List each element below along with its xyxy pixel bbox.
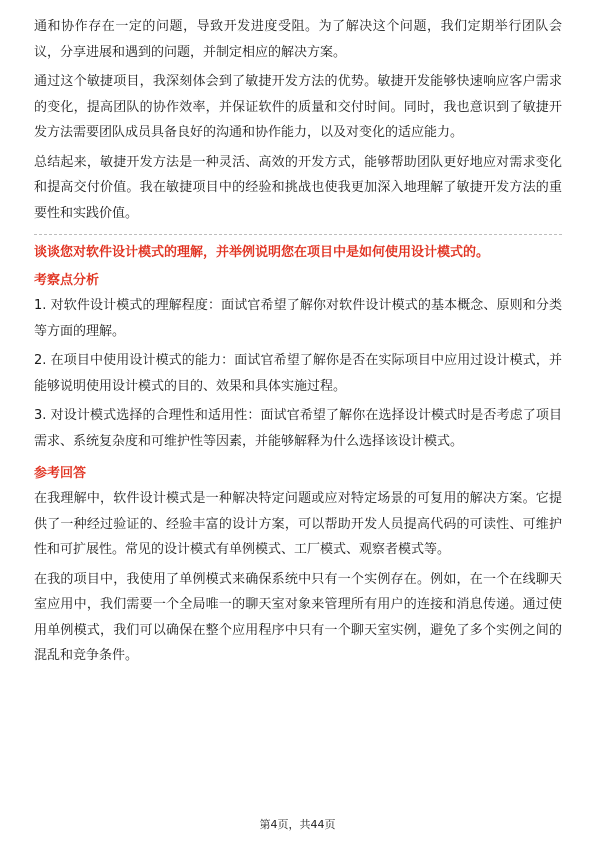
section-divider xyxy=(34,234,562,235)
intro-paragraph-2: 通过这个敏捷项目，我深刻体会到了敏捷开发方法的优势。敏捷开发能够快速响应客户需求的变化，提高团队的协作效率，并保证软件的质量和交付时间。同时，我也意识到了敏捷开发方法需要团队成员具备良好的沟通和协作能力，以及对变化的适应能力。 xyxy=(34,74,562,140)
analysis-item-2: 2. 在项目中使用设计模式的能力：面试官希望了解你是否在实际项目中应用过设计模式，并能够说明使用设计模式的目的、效果和具体实施过程。 xyxy=(34,353,562,394)
question-heading: 谈谈您对软件设计模式的理解，并举例说明您在项目中是如何使用设计模式的。 xyxy=(34,245,490,260)
answer-paragraph-2: 在我的项目中，我使用了单例模式来确保系统中只有一个实例存在。例如，在一个在线聊天室应用中，我们需要一个全局唯一的聊天室对象来管理所有用户的连接和消息传递。通过使用单例模式，我们可以确保在整个应用程序中只有一个聊天室实例，避免了多个实例之间的混乱和竞争条件。 xyxy=(34,571,562,663)
answer-title: 参考回答 xyxy=(34,466,87,481)
analysis-item-1: 1. 对软件设计模式的理解程度：面试官希望了解你对软件设计模式的基本概念、原则和分类等方面的理解。 xyxy=(34,298,562,339)
analysis-item-3: 3. 对设计模式选择的合理性和适用性：面试官希望了解你在选择设计模式时是否考虑了项目需求、系统复杂度和可维护性等因素，并能够解释为什么选择该设计模式。 xyxy=(34,408,562,449)
answer-paragraph-1: 在我理解中，软件设计模式是一种解决特定问题或应对特定场景的可复用的解决方案。它提供了一种经过验证的、经验丰富的设计方案，可以帮助开发人员提高代码的可读性、可维护性和可扩展性。常见的设计模式有单例模式、工厂模式、观察者模式等。 xyxy=(34,491,562,557)
intro-paragraph-1: 通和协作存在一定的问题，导致开发进度受阻。为了解决这个问题，我们定期举行团队会议，分享进展和遇到的问题，并制定相应的解决方案。 xyxy=(34,19,562,60)
intro-paragraph-3: 总结起来，敏捷开发方法是一种灵活、高效的开发方式，能够帮助团队更好地应对需求变化和提高交付价值。我在敏捷项目中的经验和挑战也使我更加深入地理解了敏捷开发方法的重要性和实践价值。 xyxy=(34,154,562,221)
page-number-footer: 第4页，共44页 xyxy=(259,818,336,831)
document-page xyxy=(34,14,562,673)
analysis-title: 考察点分析 xyxy=(34,273,100,288)
